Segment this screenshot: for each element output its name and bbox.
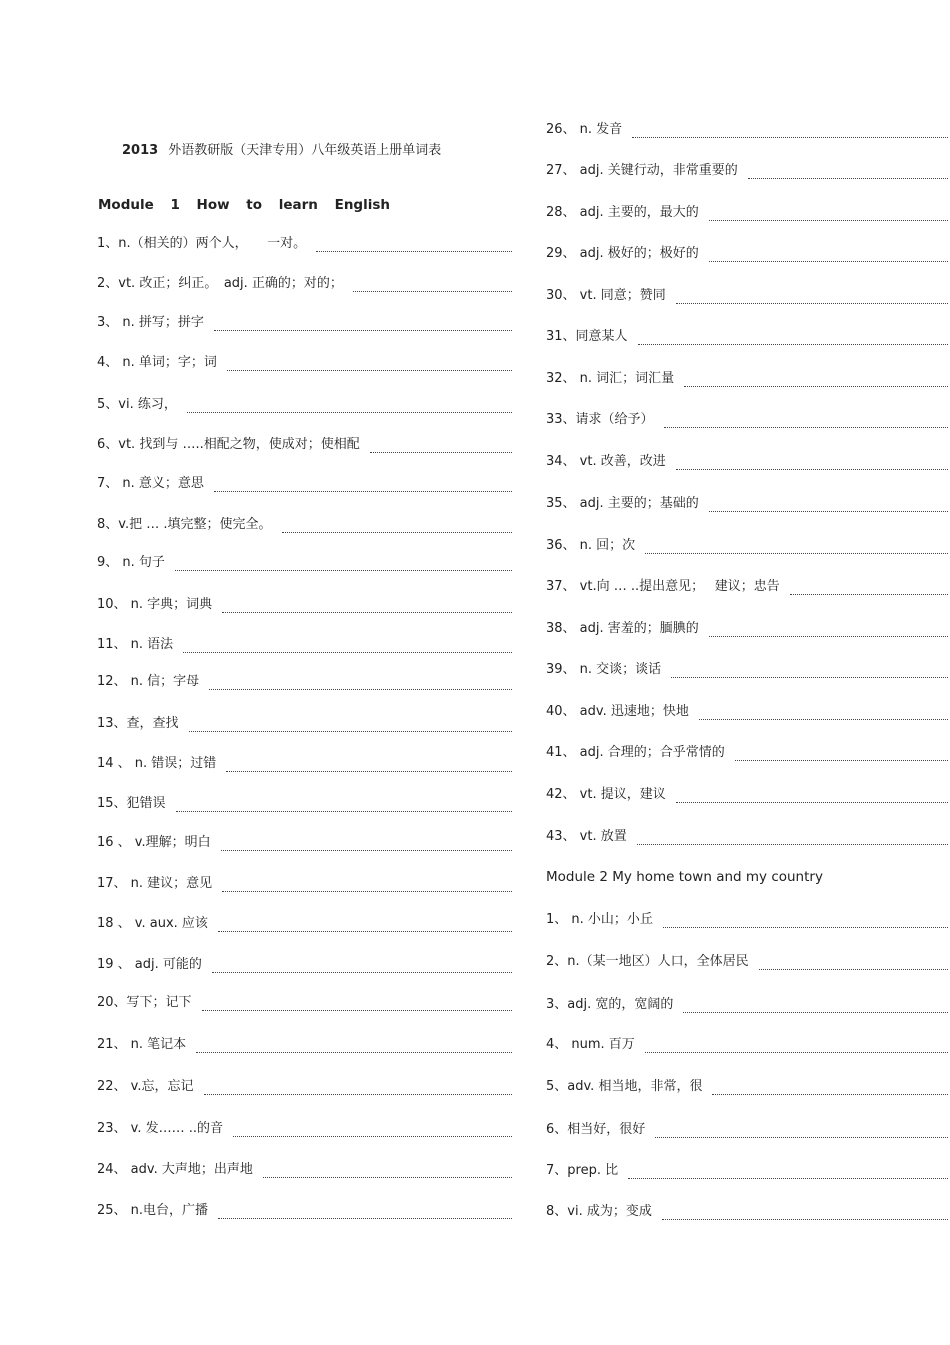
vocab-entry — [546, 452, 948, 472]
answer-blank-line — [709, 220, 948, 221]
document-title — [122, 139, 441, 158]
vocab-entry-text: 35、 adj. 主要的；基础的 — [546, 496, 699, 511]
vocab-entry — [97, 1201, 512, 1221]
answer-blank-line — [699, 719, 948, 720]
answer-blank-line — [183, 652, 512, 653]
vocab-entry — [97, 234, 512, 254]
vocab-entry — [97, 1077, 512, 1097]
answer-blank-line — [712, 1094, 948, 1095]
answer-blank-line — [671, 677, 948, 678]
answer-blank-line — [637, 844, 948, 845]
vocab-entry-text: 38、 adj. 害羞的；腼腆的 — [546, 621, 699, 636]
vocab-entry-text: 4、 num. 百万 — [546, 1037, 635, 1052]
vocab-entry — [97, 914, 512, 934]
answer-blank-line — [175, 570, 512, 571]
vocab-entry — [546, 660, 948, 680]
vocab-entry — [97, 833, 512, 853]
module1-heading: Module 1 How to learn English — [98, 197, 390, 213]
answer-blank-line — [748, 178, 948, 179]
answer-blank-line — [664, 427, 948, 428]
vocab-entry-text: 5、vi. 练习， — [97, 397, 177, 412]
vocab-entry-text: 7、 n. 意义；意思 — [97, 476, 204, 491]
vocab-entry-text: 42、 vt. 提议，建议 — [546, 787, 666, 802]
vocab-entry — [546, 910, 948, 930]
answer-blank-line — [226, 771, 512, 772]
vocab-entry-text: 7、prep. 比 — [546, 1163, 619, 1178]
vocab-entry-text: 1、n.（相关的）两个人， 一对。 — [97, 236, 307, 251]
vocab-entry — [97, 1119, 512, 1139]
vocab-entry-text: 26、 n. 发音 — [546, 122, 623, 137]
answer-blank-line — [282, 532, 513, 533]
vocab-entry — [97, 635, 512, 655]
vocab-entry — [546, 1202, 948, 1222]
answer-blank-line — [709, 511, 948, 512]
vocab-entry — [97, 395, 512, 415]
vocab-entry-text: 39、 n. 交谈；谈话 — [546, 662, 662, 677]
vocab-entry-text: 19 、 adj. 可能的 — [97, 957, 202, 972]
answer-blank-line — [684, 386, 948, 387]
vocab-entry — [97, 955, 512, 975]
vocab-entry-text: 25、 n.电台，广播 — [97, 1203, 209, 1218]
answer-blank-line — [735, 760, 948, 761]
vocab-entry — [97, 874, 512, 894]
answer-blank-line — [214, 330, 512, 331]
vocab-entry-text: 34、 vt. 改善，改进 — [546, 454, 666, 469]
vocab-entry — [546, 1161, 948, 1181]
vocab-entry — [546, 995, 948, 1015]
answer-blank-line — [662, 1219, 948, 1220]
vocab-entry — [97, 993, 512, 1013]
vocab-entry — [546, 369, 948, 389]
title-text: 外语教研版（天津专用）八年级英语上册单词表 — [168, 143, 442, 158]
vocab-entry — [97, 672, 512, 692]
answer-blank-line — [638, 344, 948, 345]
vocab-entry-text: 40、 adv. 迅速地；快地 — [546, 704, 689, 719]
answer-blank-line — [370, 452, 512, 453]
vocab-entry-text: 27、 adj. 关键行动，非常重要的 — [546, 163, 738, 178]
answer-blank-line — [683, 1012, 948, 1013]
answer-blank-line — [218, 1218, 512, 1219]
vocab-entry-text: 6、相当好，很好 — [546, 1122, 646, 1137]
answer-blank-line — [212, 972, 512, 973]
vocab-entry — [97, 435, 512, 455]
vocab-entry — [546, 577, 948, 597]
vocab-entry-text: 5、adv. 相当地，非常，很 — [546, 1079, 703, 1094]
vocab-entry — [546, 785, 948, 805]
vocab-entry-text: 15、犯错误 — [97, 796, 166, 811]
vocab-entry — [97, 474, 512, 494]
vocab-entry-text: 8、v.把 … .填完整；使完全。 — [97, 517, 272, 532]
vocab-entry-text: 2、vt. 改正；纠正。 adj. 正确的；对的； — [97, 276, 343, 291]
vocab-entry-text: 41、 adj. 合理的；合乎常情的 — [546, 745, 725, 760]
answer-blank-line — [196, 1052, 512, 1053]
vocab-entry-text: 18 、 v. aux. 应该 — [97, 916, 208, 931]
vocab-entry-text: 23、 v. 发…… ..的音 — [97, 1121, 224, 1136]
vocab-entry-text: 2、n.（某一地区）人口，全体居民 — [546, 954, 749, 969]
vocab-entry-text: 43、 vt. 放置 — [546, 829, 627, 844]
answer-blank-line — [222, 891, 512, 892]
module2-heading: Module 2 My home town and my country — [546, 869, 823, 885]
vocab-entry-text: 9、 n. 句子 — [97, 555, 165, 570]
vocab-entry-text: 37、 vt.向 … ..提出意见； 建议；忠告 — [546, 579, 780, 594]
answer-blank-line — [663, 927, 948, 928]
answer-blank-line — [221, 850, 512, 851]
vocab-entry — [97, 553, 512, 573]
answer-blank-line — [676, 469, 948, 470]
vocab-entry-text: 20、写下；记下 — [97, 995, 192, 1010]
vocab-entry-text: 6、vt. 找到与 …..相配之物，使成对；使相配 — [97, 437, 360, 452]
vocab-entry-text: 10、 n. 字典；词典 — [97, 597, 213, 612]
vocab-entry-text: 36、 n. 回；次 — [546, 538, 636, 553]
answer-blank-line — [645, 1052, 948, 1053]
vocab-entry-text: 3、adj. 宽的，宽阔的 — [546, 997, 674, 1012]
vocab-entry — [97, 595, 512, 615]
answer-blank-line — [187, 412, 512, 413]
vocab-entry — [546, 827, 948, 847]
vocab-entry — [97, 1035, 512, 1055]
vocab-entry-text: 1、 n. 小山；小丘 — [546, 912, 653, 927]
vocab-entry — [546, 494, 948, 514]
vocab-entry-text: 29、 adj. 极好的；极好的 — [546, 246, 699, 261]
answer-blank-line — [632, 137, 948, 138]
answer-blank-line — [209, 689, 512, 690]
vocab-entry — [97, 1160, 512, 1180]
vocab-entry — [546, 410, 948, 430]
vocab-entry-text: 22、 v.忘，忘记 — [97, 1079, 194, 1094]
vocab-entry — [97, 515, 512, 535]
vocab-entry-text: 28、 adj. 主要的，最大的 — [546, 205, 699, 220]
vocab-entry — [546, 1077, 948, 1097]
answer-blank-line — [204, 1094, 513, 1095]
vocab-entry — [546, 327, 948, 347]
answer-blank-line — [202, 1010, 512, 1011]
answer-blank-line — [233, 1136, 512, 1137]
vocab-entry-text: 21、 n. 笔记本 — [97, 1037, 187, 1052]
vocab-entry — [546, 536, 948, 556]
answer-blank-line — [353, 291, 512, 292]
vocab-entry — [546, 619, 948, 639]
answer-blank-line — [645, 553, 948, 554]
vocab-entry — [546, 120, 948, 140]
answer-blank-line — [709, 636, 948, 637]
vocab-entry — [97, 353, 512, 373]
vocab-entry-text: 24、 adv. 大声地；出声地 — [97, 1162, 253, 1177]
vocab-entry-text: 12、 n. 信；字母 — [97, 674, 200, 689]
answer-blank-line — [263, 1177, 512, 1178]
vocab-entry-text: 3、 n. 拼写；拼字 — [97, 315, 204, 330]
vocab-entry-text: 11、 n. 语法 — [97, 637, 174, 652]
vocab-entry — [546, 702, 948, 722]
answer-blank-line — [316, 251, 512, 252]
answer-blank-line — [759, 969, 948, 970]
answer-blank-line — [655, 1137, 948, 1138]
vocab-entry-text: 17、 n. 建议；意见 — [97, 876, 213, 891]
vocab-entry — [546, 203, 948, 223]
vocab-entry — [546, 1120, 948, 1140]
vocab-entry — [546, 286, 948, 306]
vocab-entry — [546, 952, 948, 972]
answer-blank-line — [628, 1178, 948, 1179]
vocab-entry — [97, 714, 512, 734]
vocab-entry-text: 13、查，查找 — [97, 716, 179, 731]
answer-blank-line — [790, 594, 948, 595]
answer-blank-line — [676, 303, 948, 304]
vocab-entry-text: 32、 n. 词汇；词汇量 — [546, 371, 675, 386]
vocab-entry — [97, 313, 512, 333]
vocab-entry-text: 16 、 v.理解；明白 — [97, 835, 211, 850]
title-year: 2013 — [122, 143, 159, 158]
answer-blank-line — [218, 931, 512, 932]
answer-blank-line — [676, 802, 948, 803]
vocab-entry — [546, 1035, 948, 1055]
vocab-entry-text: 4、 n. 单词；字；词 — [97, 355, 217, 370]
vocab-entry — [97, 274, 512, 294]
vocab-entry-text: 30、 vt. 同意；赞同 — [546, 288, 666, 303]
vocab-entry-text: 33、请求（给予） — [546, 412, 654, 427]
answer-blank-line — [222, 612, 512, 613]
vocab-entry — [97, 794, 512, 814]
answer-blank-line — [189, 731, 512, 732]
answer-blank-line — [227, 370, 512, 371]
vocab-entry — [97, 754, 512, 774]
answer-blank-line — [709, 261, 948, 262]
vocab-entry — [546, 161, 948, 181]
vocab-entry-text: 31、同意某人 — [546, 329, 628, 344]
vocab-entry — [546, 244, 948, 264]
vocab-entry-text: 14 、 n. 错误；过错 — [97, 756, 217, 771]
vocab-entry-text: 8、vi. 成为；变成 — [546, 1204, 652, 1219]
answer-blank-line — [176, 811, 512, 812]
vocab-entry — [546, 743, 948, 763]
answer-blank-line — [214, 491, 512, 492]
